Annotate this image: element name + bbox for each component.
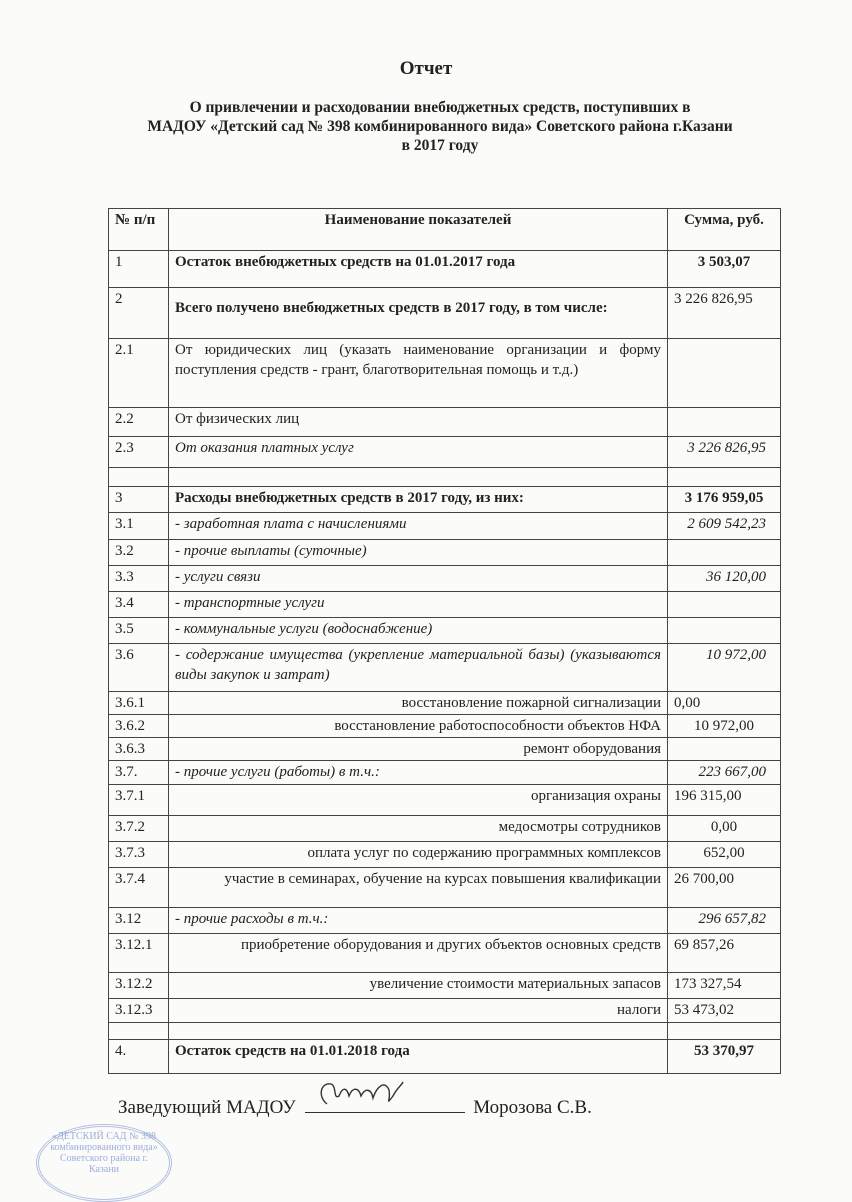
row-name: От оказания платных услуг bbox=[169, 437, 668, 468]
row-name: - прочие услуги (работы) в т.ч.: bbox=[169, 761, 668, 785]
row-name: От физических лиц bbox=[169, 408, 668, 437]
signature-block bbox=[118, 1094, 592, 1119]
row-amount: 36 120,00 bbox=[668, 566, 781, 592]
header-name: Наименование показателей bbox=[169, 209, 668, 251]
row-amount bbox=[668, 468, 781, 487]
row-name: ремонт оборудования bbox=[169, 738, 668, 761]
row-number: 3.7.2 bbox=[109, 816, 169, 842]
row-number: 3.6.2 bbox=[109, 715, 169, 738]
row-number: 3.12.1 bbox=[109, 934, 169, 973]
row-number: 3.6.1 bbox=[109, 692, 169, 715]
row-amount: 10 972,00 bbox=[668, 644, 781, 692]
signature-line bbox=[305, 1094, 465, 1113]
row-name: восстановление пожарной сигнализации bbox=[169, 692, 668, 715]
row-name: Всего получено внебюджетных средств в 2017 году, в том числе: bbox=[169, 288, 668, 339]
row-number: 3.12 bbox=[109, 908, 169, 934]
row-amount: 652,00 bbox=[668, 842, 781, 868]
row-number bbox=[109, 468, 169, 487]
row-number: 3.6.3 bbox=[109, 738, 169, 761]
row-amount: 26 700,00 bbox=[668, 868, 781, 908]
table-row bbox=[109, 842, 781, 868]
table-row bbox=[109, 973, 781, 999]
row-amount: 3 226 826,95 bbox=[668, 288, 781, 339]
table-row bbox=[109, 785, 781, 816]
signature-position: Заведующий МАДОУ bbox=[118, 1097, 296, 1118]
report-title: Отчет bbox=[399, 58, 453, 79]
row-amount bbox=[668, 540, 781, 566]
row-amount: 0,00 bbox=[668, 816, 781, 842]
row-amount: 0,00 bbox=[668, 692, 781, 715]
row-name: участие в семинарах, обучение на курсах повышения квалификации bbox=[169, 868, 668, 908]
row-amount: 296 657,82 bbox=[668, 908, 781, 934]
row-amount bbox=[668, 408, 781, 437]
row-amount: 223 667,00 bbox=[668, 761, 781, 785]
row-name bbox=[169, 468, 668, 487]
row-number: 3.12.3 bbox=[109, 999, 169, 1023]
row-amount: 10 972,00 bbox=[668, 715, 781, 738]
row-amount bbox=[668, 1023, 781, 1040]
row-name: - заработная плата с начислениями bbox=[169, 513, 668, 540]
row-name: приобретение оборудования и других объектов основных средств bbox=[169, 934, 668, 973]
row-number: 3 bbox=[109, 487, 169, 513]
table-row bbox=[109, 592, 781, 618]
row-amount: 3 176 959,05 bbox=[668, 487, 781, 513]
table-row bbox=[109, 715, 781, 738]
row-number: 2 bbox=[109, 288, 169, 339]
row-name: Остаток средств на 01.01.2018 года bbox=[169, 1040, 668, 1074]
row-name bbox=[169, 1023, 668, 1040]
subtitle-line: О привлечении и расходовании внебюджетных средств, поступивших в bbox=[189, 99, 691, 116]
table-row bbox=[109, 513, 781, 540]
row-amount: 3 226 826,95 bbox=[668, 437, 781, 468]
row-number: 3.6 bbox=[109, 644, 169, 692]
row-number bbox=[109, 1023, 169, 1040]
row-number: 2.2 bbox=[109, 408, 169, 437]
handwritten-signature bbox=[315, 1076, 405, 1110]
row-name: - услуги связи bbox=[169, 566, 668, 592]
table-row bbox=[109, 540, 781, 566]
table-row bbox=[109, 816, 781, 842]
row-number: 3.4 bbox=[109, 592, 169, 618]
table-row bbox=[109, 408, 781, 437]
row-name: - коммунальные услуги (водоснабжение) bbox=[169, 618, 668, 644]
row-amount: 3 503,07 bbox=[668, 251, 781, 288]
row-amount: 2 609 542,23 bbox=[668, 513, 781, 540]
row-name: - содержание имущества (укрепление материальной базы) (указываются виды закупок и затрат) bbox=[169, 644, 668, 692]
header-amount: Сумма, руб. bbox=[668, 209, 781, 251]
row-name: организация охраны bbox=[169, 785, 668, 816]
table-row bbox=[109, 566, 781, 592]
report-subtitle bbox=[60, 98, 820, 155]
row-number: 3.2 bbox=[109, 540, 169, 566]
row-amount bbox=[668, 738, 781, 761]
report-table bbox=[108, 208, 781, 1074]
row-number: 4. bbox=[109, 1040, 169, 1074]
signatory-name: Морозова С.В. bbox=[473, 1097, 592, 1118]
row-number: 1 bbox=[109, 251, 169, 288]
row-name: Остаток внебюджетных средств на 01.01.2017 года bbox=[169, 251, 668, 288]
row-number: 3.5 bbox=[109, 618, 169, 644]
row-number: 3.3 bbox=[109, 566, 169, 592]
row-number: 3.7.4 bbox=[109, 868, 169, 908]
table-row bbox=[109, 288, 781, 339]
row-name: медосмотры сотрудников bbox=[169, 816, 668, 842]
row-amount bbox=[668, 592, 781, 618]
stamp-text: «ДЕТСКИЙ САД № 398 комбинированного вида» Советского района г. Казани bbox=[50, 1131, 158, 1175]
table-row bbox=[109, 738, 781, 761]
row-number: 2.1 bbox=[109, 339, 169, 408]
row-name: От юридических лиц (указать наименование организации и форму поступления средств - грант, благотворительная помощь и т.д.) bbox=[169, 339, 668, 408]
row-name: увеличение стоимости материальных запасов bbox=[169, 973, 668, 999]
row-number: 2.3 bbox=[109, 437, 169, 468]
row-number: 3.7.1 bbox=[109, 785, 169, 816]
table-row bbox=[109, 644, 781, 692]
table-row bbox=[109, 934, 781, 973]
row-number: 3.12.2 bbox=[109, 973, 169, 999]
table-header-row bbox=[109, 209, 781, 251]
row-amount: 173 327,54 bbox=[668, 973, 781, 999]
row-name: Расходы внебюджетных средств в 2017 году, из них: bbox=[169, 487, 668, 513]
table-row bbox=[109, 1023, 781, 1040]
subtitle-line: МАДОУ «Детский сад № 398 комбинированного вида» Советского района г.Казани bbox=[147, 118, 733, 135]
table-row bbox=[109, 339, 781, 408]
table-row bbox=[109, 761, 781, 785]
row-name: - прочие расходы в т.ч.: bbox=[169, 908, 668, 934]
row-name: оплата услуг по содержанию программных комплексов bbox=[169, 842, 668, 868]
row-amount: 53 370,97 bbox=[668, 1040, 781, 1074]
row-amount bbox=[668, 339, 781, 408]
subtitle-line: в 2017 году bbox=[401, 137, 479, 154]
table-row bbox=[109, 468, 781, 487]
row-name: - прочие выплаты (суточные) bbox=[169, 540, 668, 566]
row-number: 3.1 bbox=[109, 513, 169, 540]
table-row bbox=[109, 692, 781, 715]
row-number: 3.7.3 bbox=[109, 842, 169, 868]
table-row bbox=[109, 251, 781, 288]
table-row bbox=[109, 1040, 781, 1074]
table-row bbox=[109, 618, 781, 644]
table-row bbox=[109, 908, 781, 934]
row-name: восстановление работоспособности объектов НФА bbox=[169, 715, 668, 738]
row-amount: 196 315,00 bbox=[668, 785, 781, 816]
row-number: 3.7. bbox=[109, 761, 169, 785]
row-name: - транспортные услуги bbox=[169, 592, 668, 618]
row-amount: 69 857,26 bbox=[668, 934, 781, 973]
table-row bbox=[109, 437, 781, 468]
table-row bbox=[109, 487, 781, 513]
row-name: налоги bbox=[169, 999, 668, 1023]
organization-stamp bbox=[36, 1124, 172, 1202]
table-row bbox=[109, 999, 781, 1023]
table-row bbox=[109, 868, 781, 908]
row-amount: 53 473,02 bbox=[668, 999, 781, 1023]
row-amount bbox=[668, 618, 781, 644]
header-num: № п/п bbox=[109, 209, 169, 251]
